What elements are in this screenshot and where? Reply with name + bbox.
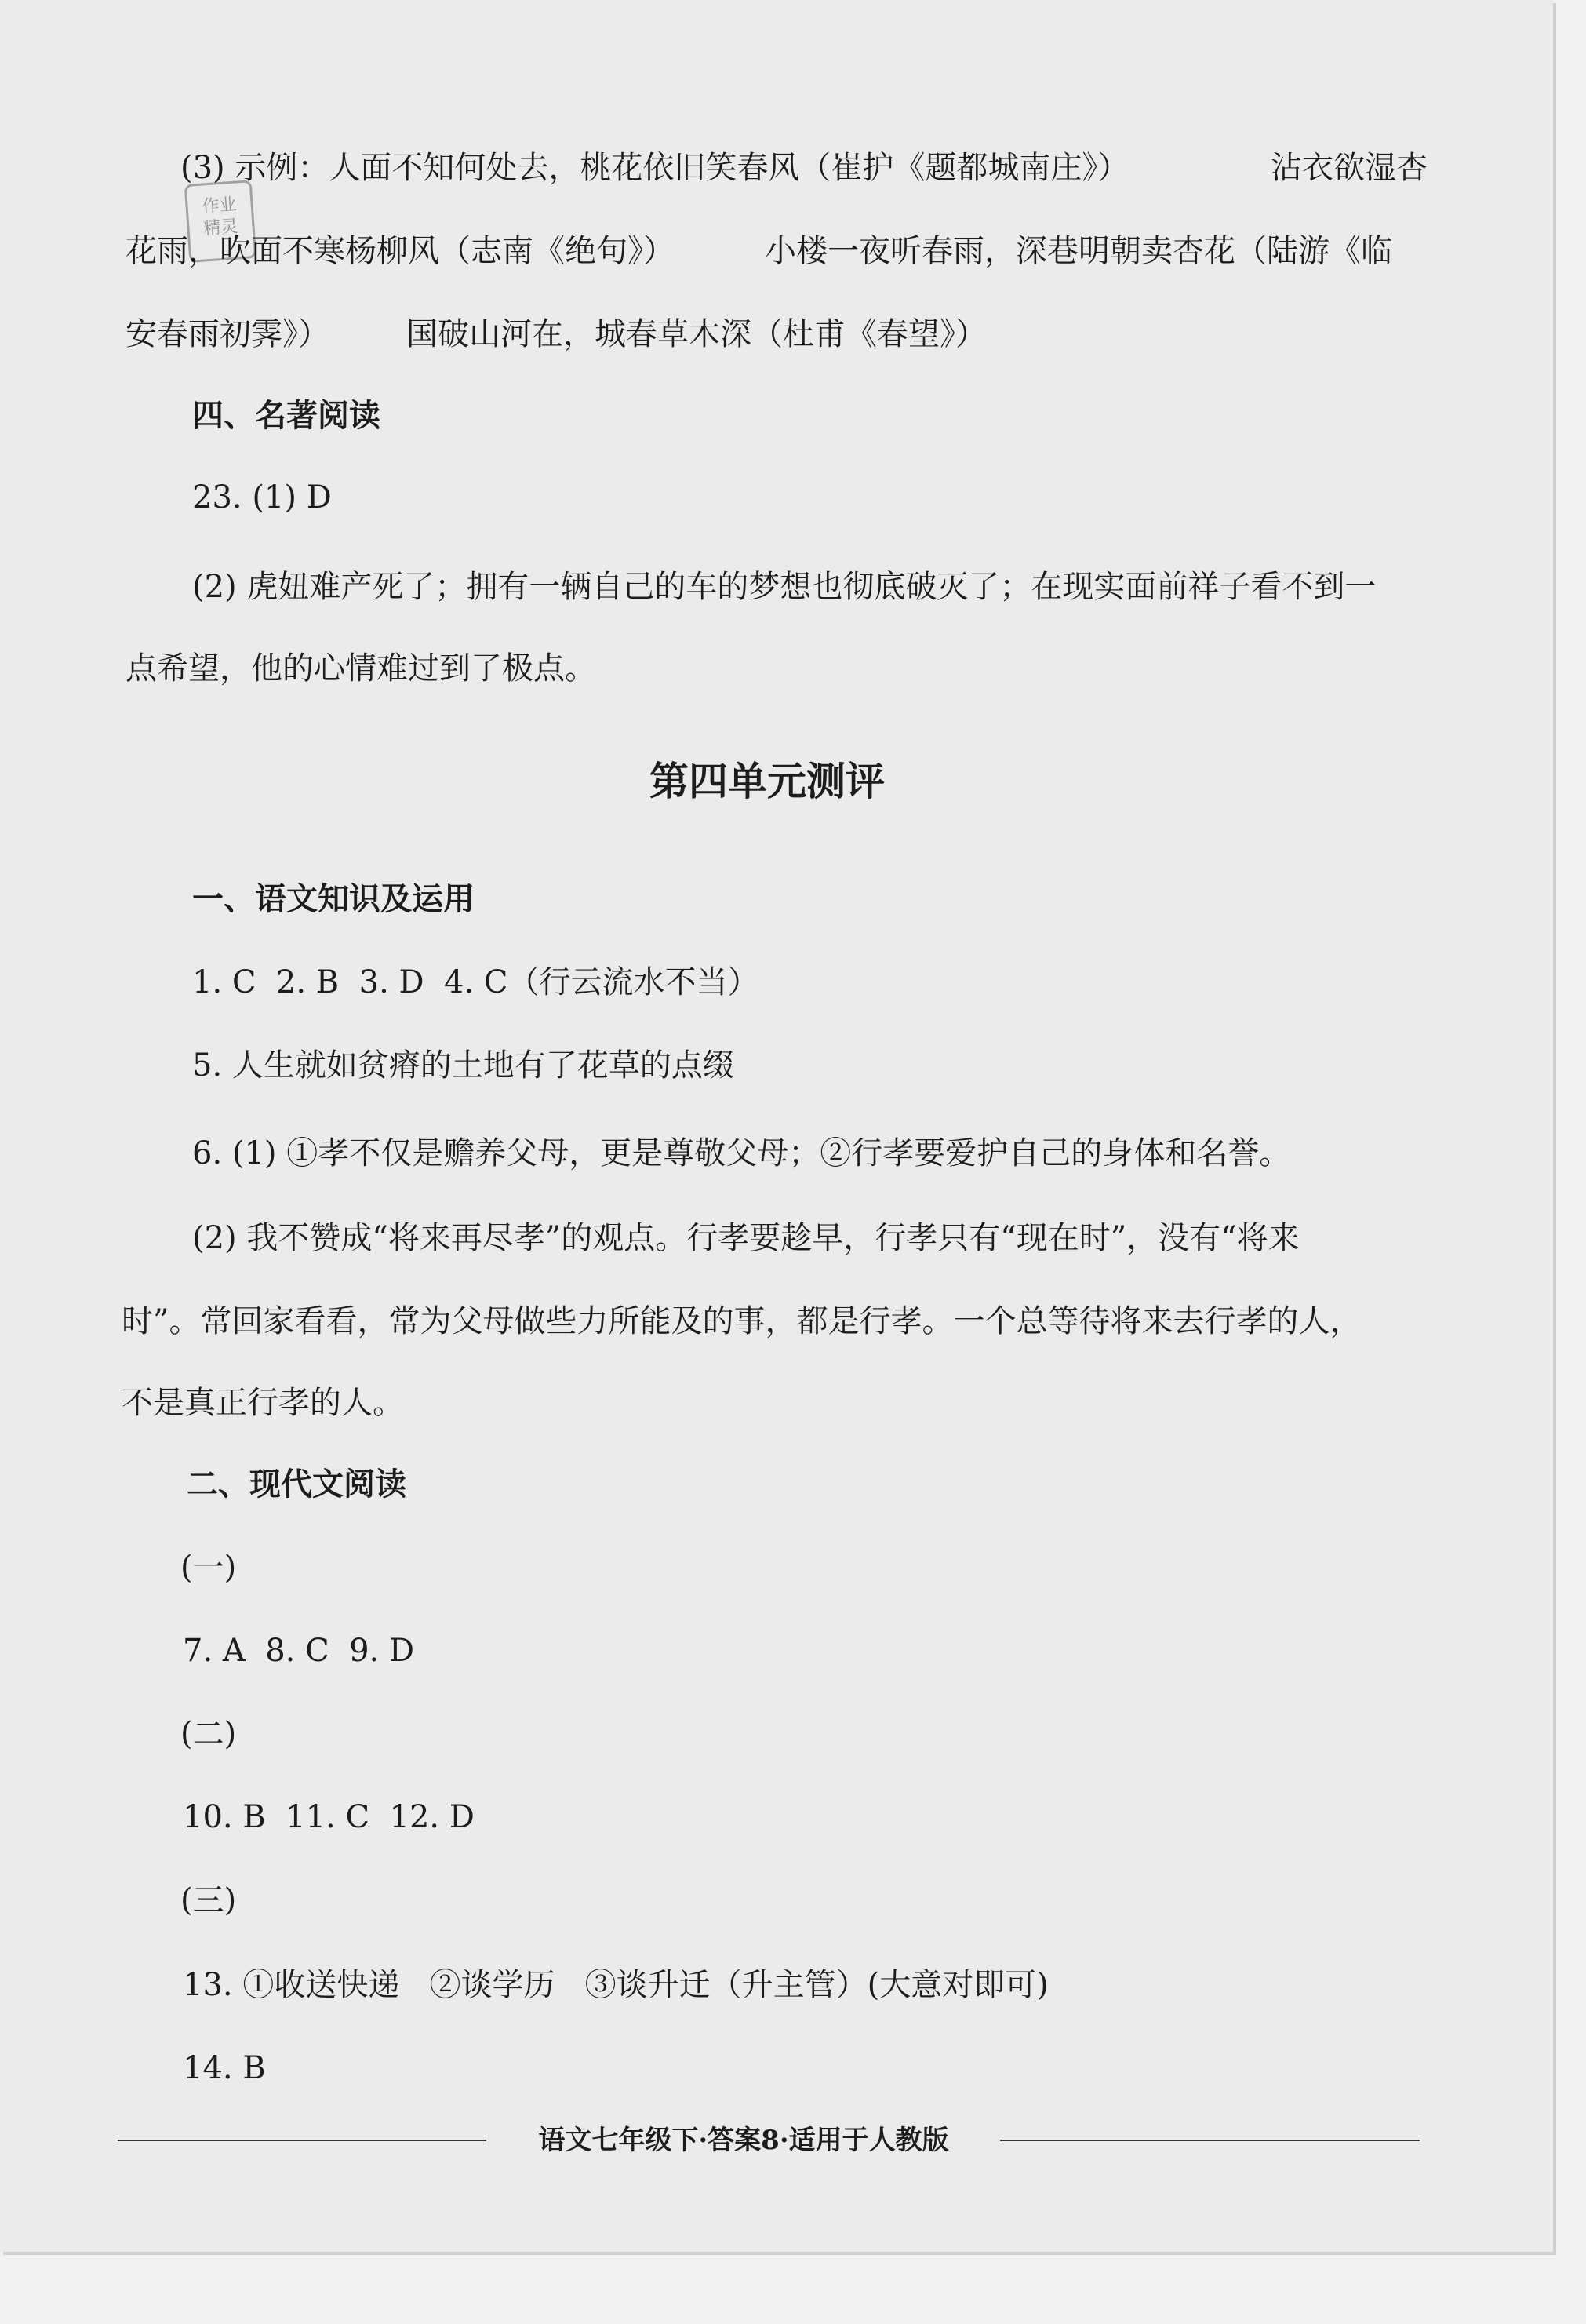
answer-line: 7. A 8. C 9. D [183,1633,415,1669]
sub-section-label: (三) [180,1882,237,1918]
answer-line: 5. 人生就如贫瘠的土地有了花草的点缀 [192,1047,734,1084]
section-heading: 四、名著阅读 [192,398,380,434]
answer-line: 沾衣欲湿杏 [1271,150,1428,186]
answer-line: 6. (1) ①孝不仅是赡养父母，更是尊敬父母；②行孝要爱护自己的身体和名誉。 [192,1135,1291,1171]
stamp-text: 作业 精灵 [201,195,239,239]
footer-label: 语文七年级下·答案8·适用于人教版 [538,2125,949,2156]
answer-line: 不是真正行孝的人。 [122,1385,404,1421]
unit-title: 第四单元测评 [649,759,885,804]
answer-line: 10. B 11. C 12. D [183,1799,475,1835]
answer-line: 国破山河在，城春草木深（杜甫《春望》） [406,316,987,352]
footer-rule-left [118,2140,486,2141]
answer-line: 14. B [183,2050,266,2086]
footer-rule-right [1000,2140,1420,2141]
answer-line: (2) 虎妞难产死了；拥有一辆自己的车的梦想也彻底破灭了；在现实面前祥子看不到一 [192,569,1377,605]
answer-line: 13. ①收送快递 ②谈学历 ③谈升迁（升主管）(大意对即可) [183,1967,1049,2003]
answer-line: 时”。常回家看看，常为父母做些力所能及的事，都是行孝。一个总等待将来去行孝的人， [122,1303,1362,1339]
answer-line: 点希望，他的心情难过到了极点。 [125,650,596,687]
answer-line: 1. C 2. B 3. D 4. C（行云流水不当） [192,964,759,1000]
sub-section-label: (二) [180,1716,237,1752]
answer-line: (3) 示例：人面不知何处去，桃花依旧笑春风（崔护《题都城南庄》） [180,150,1129,186]
answer-line: (2) 我不赞成“将来再尽孝”的观点。行孝要趁早，行孝只有“现在时”，没有“将来 [192,1220,1300,1256]
sub-section-label: (一) [180,1550,237,1586]
section-heading: 二、现代文阅读 [187,1466,406,1503]
answer-line: 安春雨初霁》） [125,316,329,352]
answer-line: 花雨，吹面不寒杨柳风（志南《绝句》） [125,233,675,269]
section-heading: 一、语文知识及运用 [192,881,475,917]
answer-line: 23. (1) D [192,479,332,515]
answer-line: 小楼一夜听春雨，深巷明朝卖杏花（陆游《临 [765,233,1392,269]
